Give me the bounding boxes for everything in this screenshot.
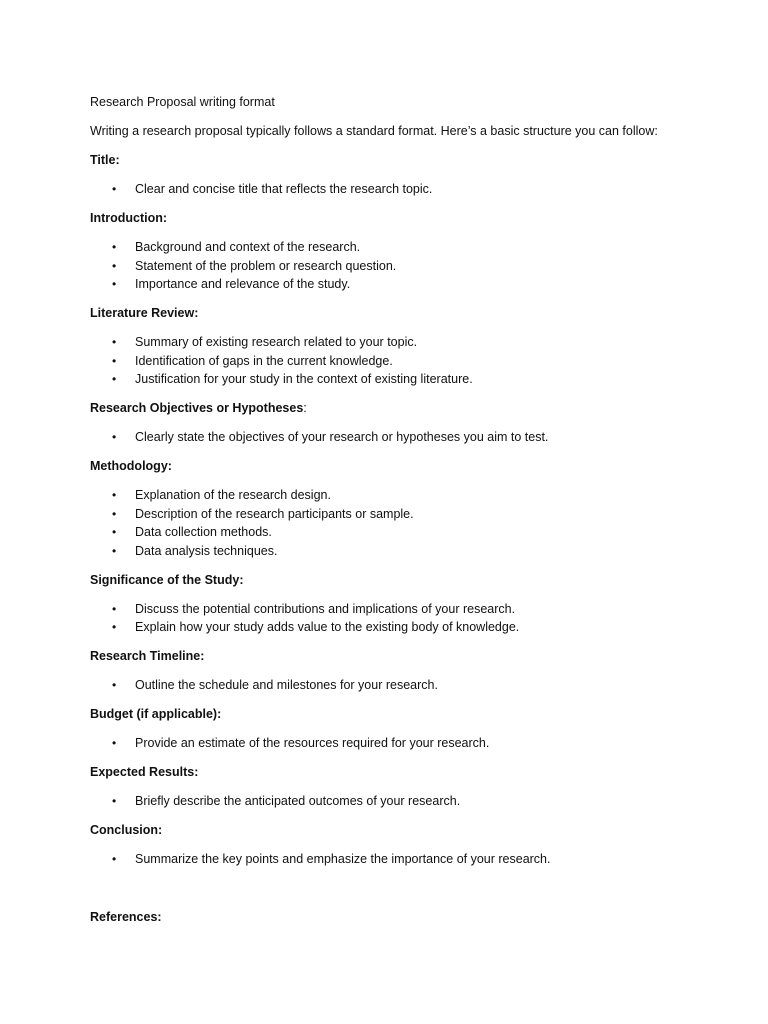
bullet-list-research-timeline <box>90 676 690 695</box>
section-heading-text: References: <box>90 910 162 924</box>
list-item <box>90 333 690 352</box>
section-heading-introduction <box>90 209 690 228</box>
section-heading-literature-review <box>90 304 690 323</box>
bullet-icon: • <box>112 182 117 196</box>
bullet-icon: • <box>112 601 117 616</box>
list-item-text: Briefly describe the anticipated outcomes of your research. <box>135 794 461 808</box>
bullet-icon: • <box>112 277 117 291</box>
section-heading-text: Research Objectives or Hypotheses <box>90 401 304 415</box>
section-heading-conclusion <box>90 821 690 840</box>
list-item <box>90 352 690 371</box>
list-item-text: Outline the schedule and milestones for your research. <box>135 678 438 692</box>
list-item-text: Identification of gaps in the current knowledge. <box>135 353 393 368</box>
list-item <box>90 850 690 869</box>
bullet-icon: • <box>112 678 117 692</box>
section-heading-budget-if-applicable <box>90 705 690 724</box>
list-item-text: Summarize the key points and emphasize the importance of your research. <box>135 852 551 866</box>
section-heading-text: Budget (if applicable): <box>90 707 222 721</box>
list-item <box>90 275 690 294</box>
list-item <box>90 542 690 561</box>
bullet-list-literature-review <box>90 333 690 389</box>
bullet-icon: • <box>112 543 117 558</box>
section-heading-expected-results <box>90 763 690 782</box>
bullet-list-introduction <box>90 238 690 294</box>
list-item <box>90 600 690 619</box>
section-heading-text: Expected Results: <box>90 765 199 779</box>
section-heading-title <box>90 151 690 170</box>
list-item-text: Data collection methods. <box>135 525 272 539</box>
bullet-list-title <box>90 180 690 199</box>
list-item <box>90 792 690 811</box>
list-item <box>90 618 690 637</box>
section-heading-text: Research Timeline: <box>90 649 205 663</box>
list-item-text: Background and context of the research. <box>135 240 361 254</box>
section-heading-text: Methodology: <box>90 459 172 473</box>
section-heading-research-timeline <box>90 647 690 666</box>
list-item-text: Statement of the problem or research question. <box>135 258 397 273</box>
section-heading-text: Significance of the Study: <box>90 572 244 587</box>
list-item-text: Justification for your study in the context of existing literature. <box>135 372 473 386</box>
bullet-list-methodology <box>90 486 690 560</box>
list-item <box>90 505 690 524</box>
list-item-text: Summary of existing research related to your topic. <box>135 335 418 349</box>
section-heading-text: Literature Review: <box>90 306 199 320</box>
document-page <box>90 93 690 937</box>
list-item <box>90 486 690 505</box>
bullet-list-expected-results <box>90 792 690 811</box>
bullet-list-research-objectives-or-hypotheses <box>90 428 690 447</box>
bullet-icon: • <box>112 620 117 634</box>
list-item <box>90 370 690 389</box>
section-heading-references <box>90 908 690 927</box>
list-item <box>90 523 690 542</box>
bullet-list-conclusion <box>90 850 690 869</box>
bullet-icon: • <box>112 372 117 386</box>
bullet-list-significance-of-the-study <box>90 600 690 637</box>
blank-space <box>90 879 690 908</box>
section-heading-text: Introduction: <box>90 211 168 225</box>
section-heading-text: Conclusion: <box>90 823 163 837</box>
list-item <box>90 257 690 276</box>
list-item <box>90 428 690 447</box>
section-heading-suffix: : <box>303 401 307 415</box>
list-item-text: Provide an estimate of the resources required for your research. <box>135 736 490 750</box>
list-item <box>90 238 690 257</box>
list-item <box>90 180 690 199</box>
bullet-icon: • <box>112 852 117 866</box>
bullet-icon: • <box>112 240 117 254</box>
bullet-icon: • <box>112 525 117 539</box>
list-item-text: Data analysis techniques. <box>135 543 278 558</box>
list-item <box>90 676 690 695</box>
bullet-icon: • <box>112 506 117 521</box>
bullet-icon: • <box>112 335 117 349</box>
list-item-text: Clear and concise title that reflects the research topic. <box>135 182 433 196</box>
list-item-text: Clearly state the objectives of your research or hypotheses you aim to test. <box>135 430 549 444</box>
list-item <box>90 734 690 753</box>
bullet-icon: • <box>112 353 117 368</box>
list-item-text: Explain how your study adds value to the existing body of knowledge. <box>135 620 520 634</box>
bullet-icon: • <box>112 794 117 808</box>
intro-paragraph: Writing a research proposal typically follows a standard format. Here’s a basic structure you can follow: <box>90 124 658 138</box>
list-item-text: Explanation of the research design. <box>135 488 331 502</box>
section-heading-text: Title: <box>90 153 120 167</box>
bullet-icon: • <box>112 736 117 750</box>
section-heading-significance-of-the-study <box>90 571 690 590</box>
list-item-text: Description of the research participants or sample. <box>135 506 414 521</box>
bullet-icon: • <box>112 258 117 273</box>
section-heading-methodology <box>90 457 690 476</box>
list-item-text: Discuss the potential contributions and implications of your research. <box>135 601 516 616</box>
bullet-icon: • <box>112 430 117 444</box>
sections-container <box>90 151 690 927</box>
section-heading-research-objectives-or-hypotheses <box>90 399 690 418</box>
list-item-text: Importance and relevance of the study. <box>135 277 351 291</box>
document-title: Research Proposal writing format <box>90 95 275 109</box>
bullet-icon: • <box>112 488 117 502</box>
bullet-list-budget-if-applicable <box>90 734 690 753</box>
